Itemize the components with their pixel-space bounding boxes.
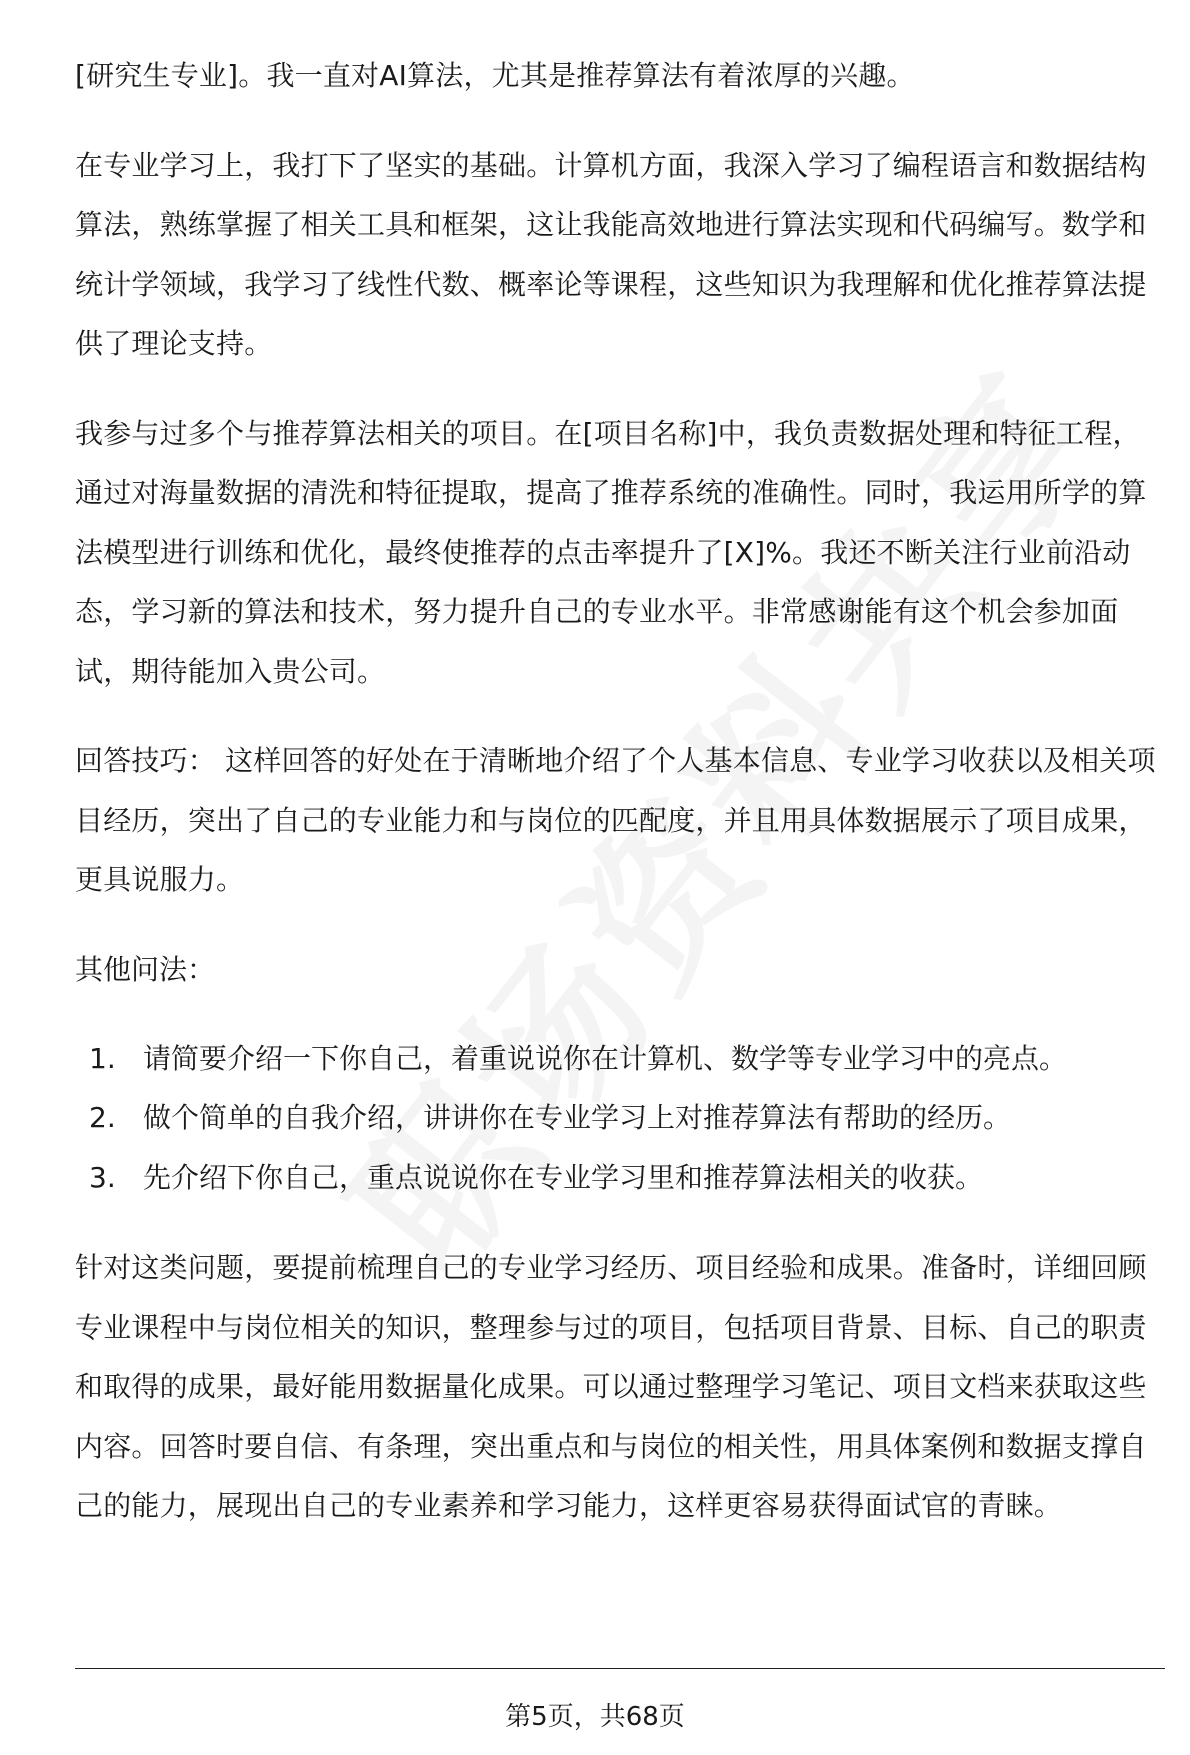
list-item-text: 请简要介绍一下你自己，着重说说你在计算机、数学等专业学习中的亮点。 — [143, 1041, 1068, 1075]
list-item-number: 2. — [89, 1101, 116, 1134]
list-item — [75, 1029, 1165, 1089]
page-content — [75, 46, 1165, 1566]
footer-divider — [75, 1668, 1165, 1669]
list-item-text: 做个简单的自我介绍，讲讲你在专业学习上对推荐算法有帮助的经历。 — [143, 1101, 1012, 1134]
other-questions-label: 其他问法： — [75, 952, 216, 986]
paragraph-closing-advice: 针对这类问题，要提前梳理自己的专业学习经历、项目经验和成果。准备时，详细回顾专业课程中与岗位相关的知识，整理参与过的项目，包括项目背景、目标、自己的职责和取得的成果，最好能用数据量化成果。可以通过整理学习笔记、项目文档来获取这些内容。回答时要自信、有条理，突出重点和与岗位的相关性，用具体案例和数据支撑自己的能力，展现出自己的专业素养和学习能力，这样更容易获得面试官的青睐。 — [75, 1251, 1147, 1522]
list-item — [75, 1148, 1165, 1208]
page-number: 第5页，共68页 — [505, 1702, 685, 1732]
list-item-number: 3. — [89, 1160, 116, 1194]
paragraph-study-foundation: 在专业学习上，我打下了坚实的基础。计算机方面，我深入学习了编程语言和数据结构算法，熟练掌握了相关工具和框架，这让我能高效地进行算法实现和代码编写。数学和统计学领域，我学习了线性代数、概率论等课程，这些知识为我理解和优化推荐算法提供了理论支持。 — [75, 148, 1147, 360]
list-item — [75, 1088, 1165, 1148]
paragraph-intro-end: [研究生专业]。我一直对AI算法，尤其是推荐算法有着浓厚的兴趣。 — [75, 59, 915, 92]
list-item-number: 1. — [89, 1041, 116, 1075]
other-questions-list — [75, 1029, 1165, 1208]
paragraph-projects: 我参与过多个与推荐算法相关的项目。在[项目名称]中，我负责数据处理和特征工程，通过对海量数据的清洗和特征提取，提高了推荐系统的准确性。同时，我运用所学的算法模型进行训练和优化，最终使推荐的点击率提升了[X]%。我还不断关注行业前沿动态，学习新的算法和技术，努力提升自己的专业水平。非常感谢能有这个机会参加面试，期待能加入贵公司。 — [75, 416, 1147, 688]
list-item-text: 先介绍下你自己，重点说说你在专业学习里和推荐算法相关的收获。 — [143, 1160, 984, 1194]
paragraph-answer-tips: 回答技巧： 这样回答的好处在于清晰地介绍了个人基本信息、专业学习收获以及相关项目经历，突出了自己的专业能力和与岗位的匹配度，并且用具体数据展示了项目成果，更具说服力。 — [75, 744, 1156, 896]
